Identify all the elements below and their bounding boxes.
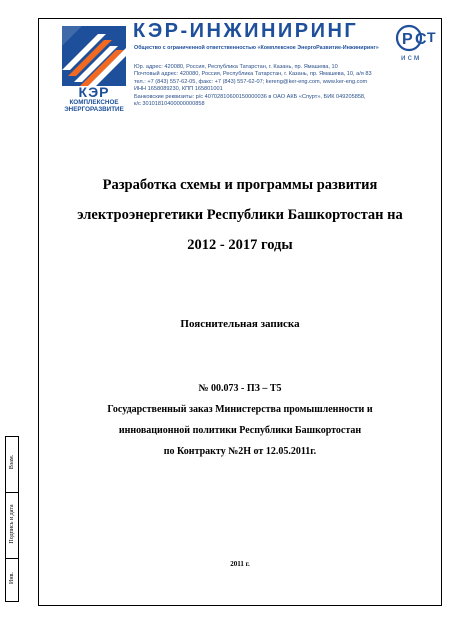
address-line: ИНН 1658089230, КПП 165801001 xyxy=(134,86,223,93)
title-line-3: 2012 - 2017 годы xyxy=(187,237,293,253)
side-stamp xyxy=(5,436,19,602)
stamp-label-replace: Взам. xyxy=(9,454,15,470)
contract-line: по Контракту №2Н от 12.05.2011г. xyxy=(163,446,317,457)
certification-mark-icon xyxy=(395,22,439,64)
logo-subtitle-2: ЭНЕРГОРАЗВИТИЕ xyxy=(64,106,124,113)
company-logo xyxy=(62,26,126,122)
company-address xyxy=(134,64,434,108)
svg-text:Р: Р xyxy=(402,31,413,48)
logo-graphic-icon xyxy=(62,26,126,86)
document-type: Пояснительная записка xyxy=(180,318,300,330)
company-name: КЭР-ИНЖИНИРИНГ xyxy=(133,20,359,42)
svg-text:С: С xyxy=(415,31,427,48)
address-line: Почтовый адрес: 420080, Россия, Республика Татарстан, г. Казань, пр. Ямашева, 10, а/я 83 xyxy=(134,71,372,78)
stamp-label-inventory: Инв. xyxy=(9,572,15,584)
address-line: Банковские реквизиты: р/с 40702810600150000036 в ОАО АКБ «Спурт», БИК 049205858, xyxy=(134,93,366,100)
address-line: тел.: +7 (843) 557-62-05, факс: +7 (843) 557-62-07; kereng@ker-eng.com, www.ker-eng.com xyxy=(134,78,368,85)
svg-text:Т: Т xyxy=(427,29,436,45)
cert-bottom-text: и с м xyxy=(401,53,420,62)
logo-text: КЭР xyxy=(78,84,110,100)
address-line: к/с 30101810400000000858 xyxy=(134,101,205,108)
logo-caption xyxy=(58,85,130,113)
document-details xyxy=(60,378,420,462)
logo-subtitle-1: КОМПЛЕКСНОЕ xyxy=(69,99,119,106)
stamp-label-signature: Подпись и дата xyxy=(9,504,15,544)
title-line-1: Разработка схемы и программы развития xyxy=(102,177,378,193)
document-number: № 00.073 - ПЗ – Т5 xyxy=(198,383,282,394)
document-year: 2011 г. xyxy=(230,560,250,568)
company-subtitle: Общество с ограниченной ответственностью «Комплексное ЭнергоРазвитие-Инжиниринг» xyxy=(134,45,379,51)
address-line: Юр. адрес: 420080, Россия, Республика Татарстан, г. Казань, пр. Ямашева, 10 xyxy=(134,64,338,70)
title-line-2: электроэнергетики Республики Башкортостан на xyxy=(77,207,403,223)
order-line-2: инновационной политики Республики Башкортостан xyxy=(118,425,362,436)
order-line-1: Государственный заказ Министерства промышленности и xyxy=(107,404,373,415)
